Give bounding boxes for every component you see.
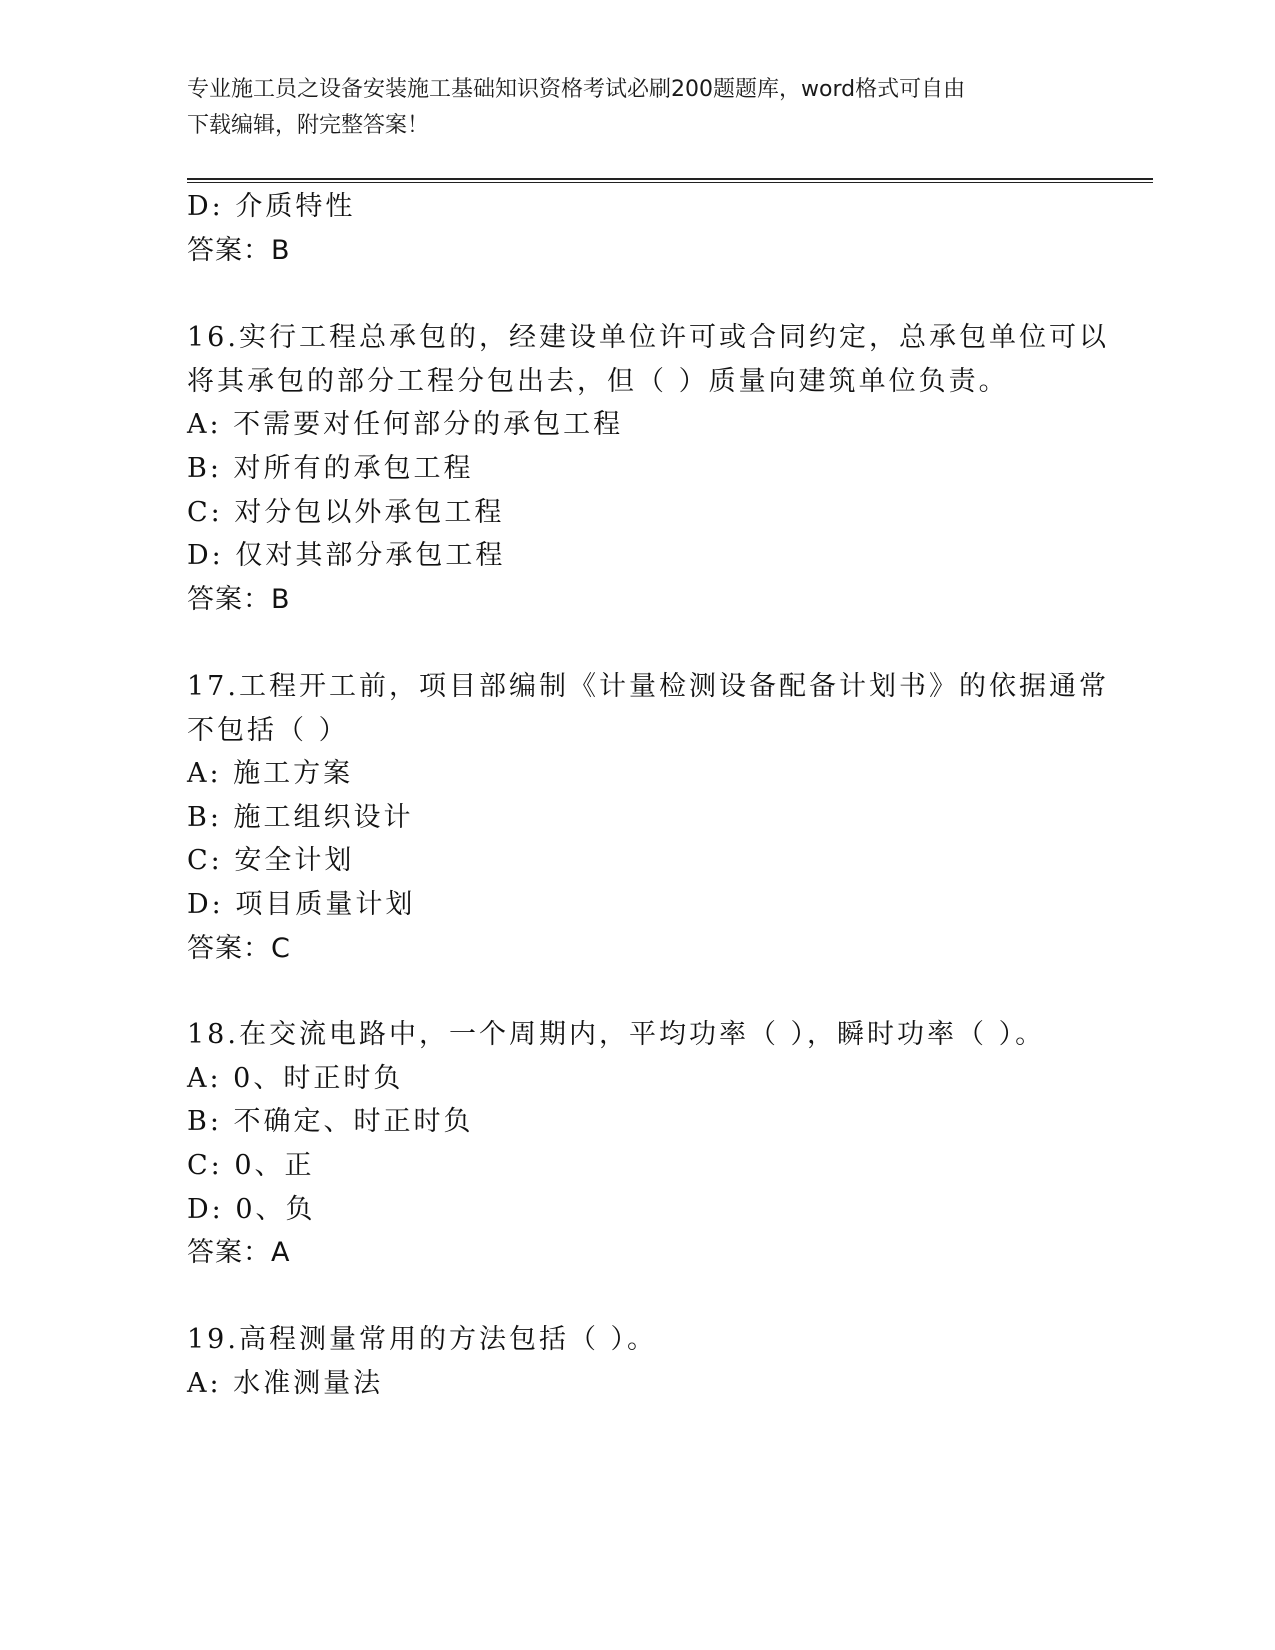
- q17-stem-line-2: 不包括（ ）: [187, 715, 349, 746]
- document-header: [187, 72, 1087, 144]
- q17-stem-line-1: 17.工程开工前，项目部编制《计量检测设备配备计划书》的依据通常: [187, 671, 1109, 702]
- q18-option-a: A: 0、时正时负: [187, 1063, 404, 1094]
- q17-option-c: C: 安全计划: [187, 845, 355, 876]
- q17-answer: 答案：C: [187, 933, 291, 964]
- q16-option-d: D: 仅对其部分承包工程: [187, 540, 506, 571]
- q18-answer: 答案：A: [187, 1237, 291, 1268]
- q19-option-a: A: 水准测量法: [187, 1368, 384, 1399]
- q15-answer: 答案：B: [187, 235, 291, 266]
- q16-option-a: A: 不需要对任何部分的承包工程: [187, 409, 624, 440]
- q18-option-d: D: 0、负: [187, 1194, 316, 1225]
- q16-stem-line-2: 将其承包的部分工程分包出去，但（ ）质量向建筑单位负责。: [187, 366, 1009, 397]
- header-line-1: 专业施工员之设备安装施工基础知识资格考试必刷200题题库，word格式可自由: [187, 77, 966, 102]
- q17-option-b: B: 施工组织设计: [187, 802, 414, 833]
- q17-option-a: A: 施工方案: [187, 758, 354, 789]
- q16-option-c: C: 对分包以外承包工程: [187, 497, 505, 528]
- q19-stem-line-1: 19.高程测量常用的方法包括（ ）。: [187, 1324, 658, 1355]
- q18-option-b: B: 不确定、时正时负: [187, 1106, 474, 1137]
- q17-option-d: D: 项目质量计划: [187, 889, 416, 920]
- q16-option-b: B: 对所有的承包工程: [187, 453, 474, 484]
- header-line-2: 下载编辑，附完整答案！: [187, 113, 430, 138]
- q18-stem-line-1: 18.在交流电路中，一个周期内，平均功率（ ），瞬时功率（ ）。: [187, 1019, 1046, 1050]
- q16-answer: 答案：B: [187, 584, 291, 615]
- q15-option-d: D: 介质特性: [187, 191, 356, 222]
- header-divider: [187, 178, 1153, 183]
- q16-stem-line-1: 16.实行工程总承包的，经建设单位许可或合同约定，总承包单位可以: [187, 322, 1109, 353]
- q18-option-c: C: 0、正: [187, 1150, 315, 1181]
